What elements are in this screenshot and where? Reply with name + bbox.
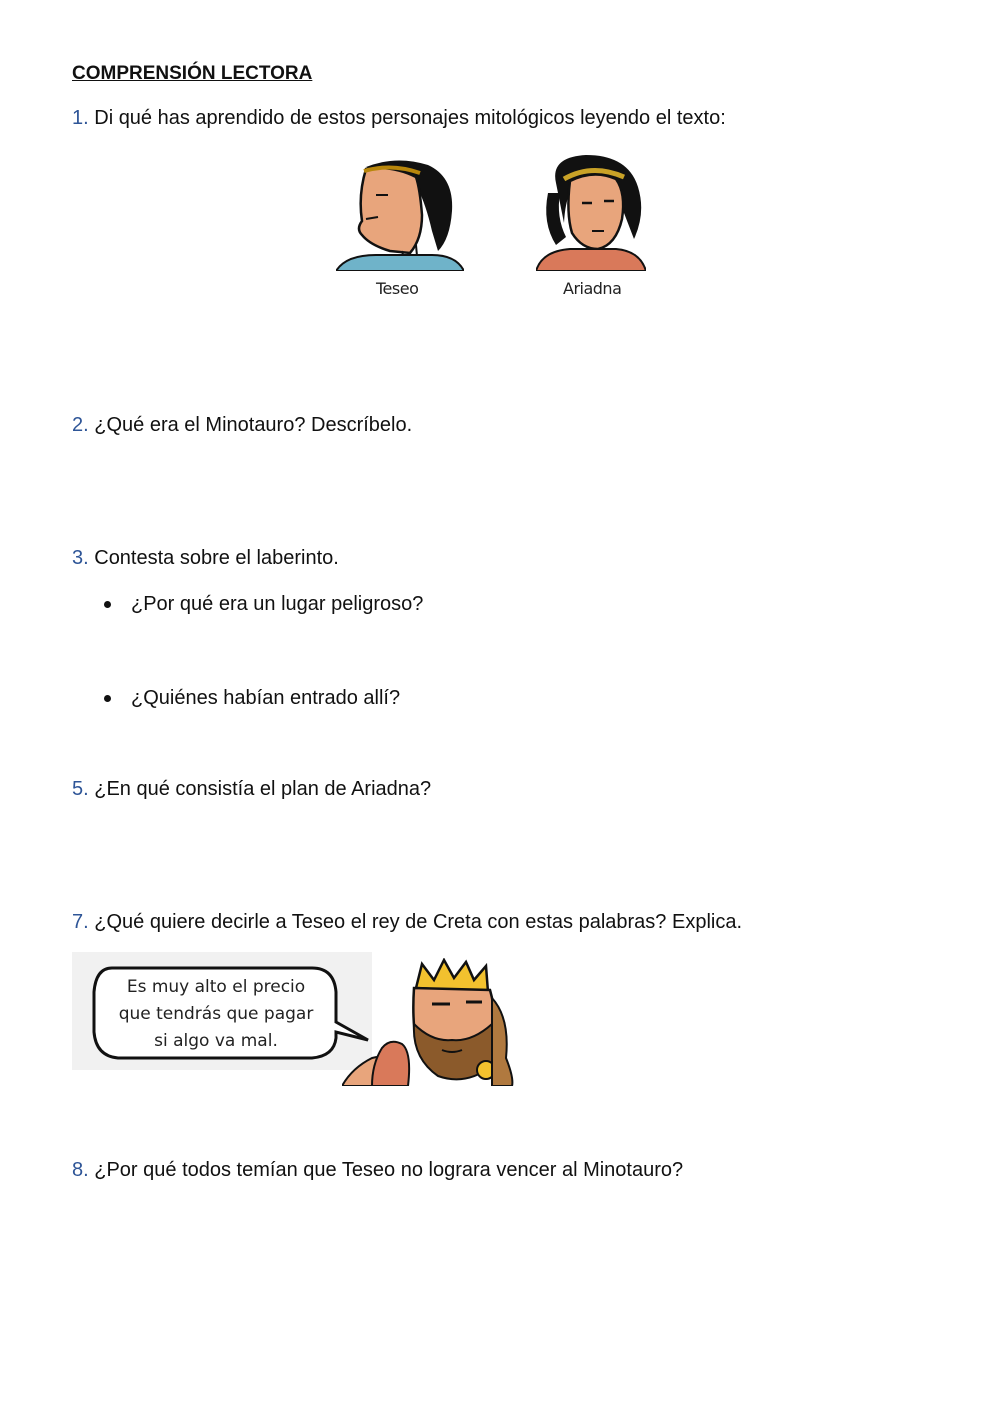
- ariadna-caption: Ariadna: [563, 279, 622, 298]
- question-5: [72, 777, 431, 801]
- teseo-portrait-icon: [336, 155, 464, 271]
- speech-line: que tendrás que pagar: [118, 1004, 314, 1024]
- speech-bubble-text: [100, 974, 332, 1055]
- speech-line: si algo va mal.: [154, 1031, 278, 1051]
- question-number: 2.: [72, 414, 89, 436]
- ariadna-portrait-icon: [536, 153, 646, 271]
- speech-line: Es muy alto el precio: [126, 977, 306, 997]
- king-of-crete-icon: [342, 958, 514, 1086]
- worksheet-title: COMPRENSIÓN LECTORA: [72, 63, 313, 84]
- question-text: ¿Qué quiere decirle a Teseo el rey de Creta con estas palabras? Explica.: [88, 911, 743, 933]
- question-number: 1.: [72, 107, 89, 129]
- question-text: ¿En qué consistía el plan de Ariadna?: [88, 778, 432, 800]
- sub-question-1: ¿Por qué era un lugar peligroso?: [131, 593, 424, 615]
- bullet-icon: [104, 601, 111, 608]
- bullet-icon: [104, 695, 111, 702]
- question-text: Contesta sobre el laberinto.: [88, 547, 339, 569]
- question-text: ¿Por qué todos temían que Teseo no lograra vencer al Minotauro?: [88, 1159, 684, 1181]
- question-3: [72, 546, 339, 570]
- question-number: 5.: [72, 778, 89, 800]
- question-1: [72, 106, 726, 130]
- question-2: [72, 413, 412, 437]
- question-number: 8.: [72, 1159, 89, 1181]
- question-8: [72, 1158, 683, 1182]
- question-number: 3.: [72, 547, 89, 569]
- question-7: [72, 910, 742, 934]
- teseo-caption: Teseo: [376, 279, 419, 298]
- sub-question-2: ¿Quiénes habían entrado allí?: [131, 687, 401, 709]
- question-text: ¿Qué era el Minotauro? Descríbelo.: [88, 414, 413, 436]
- question-number: 7.: [72, 911, 89, 933]
- question-text: Di qué has aprendido de estos personajes mitológicos leyendo el texto:: [88, 107, 726, 129]
